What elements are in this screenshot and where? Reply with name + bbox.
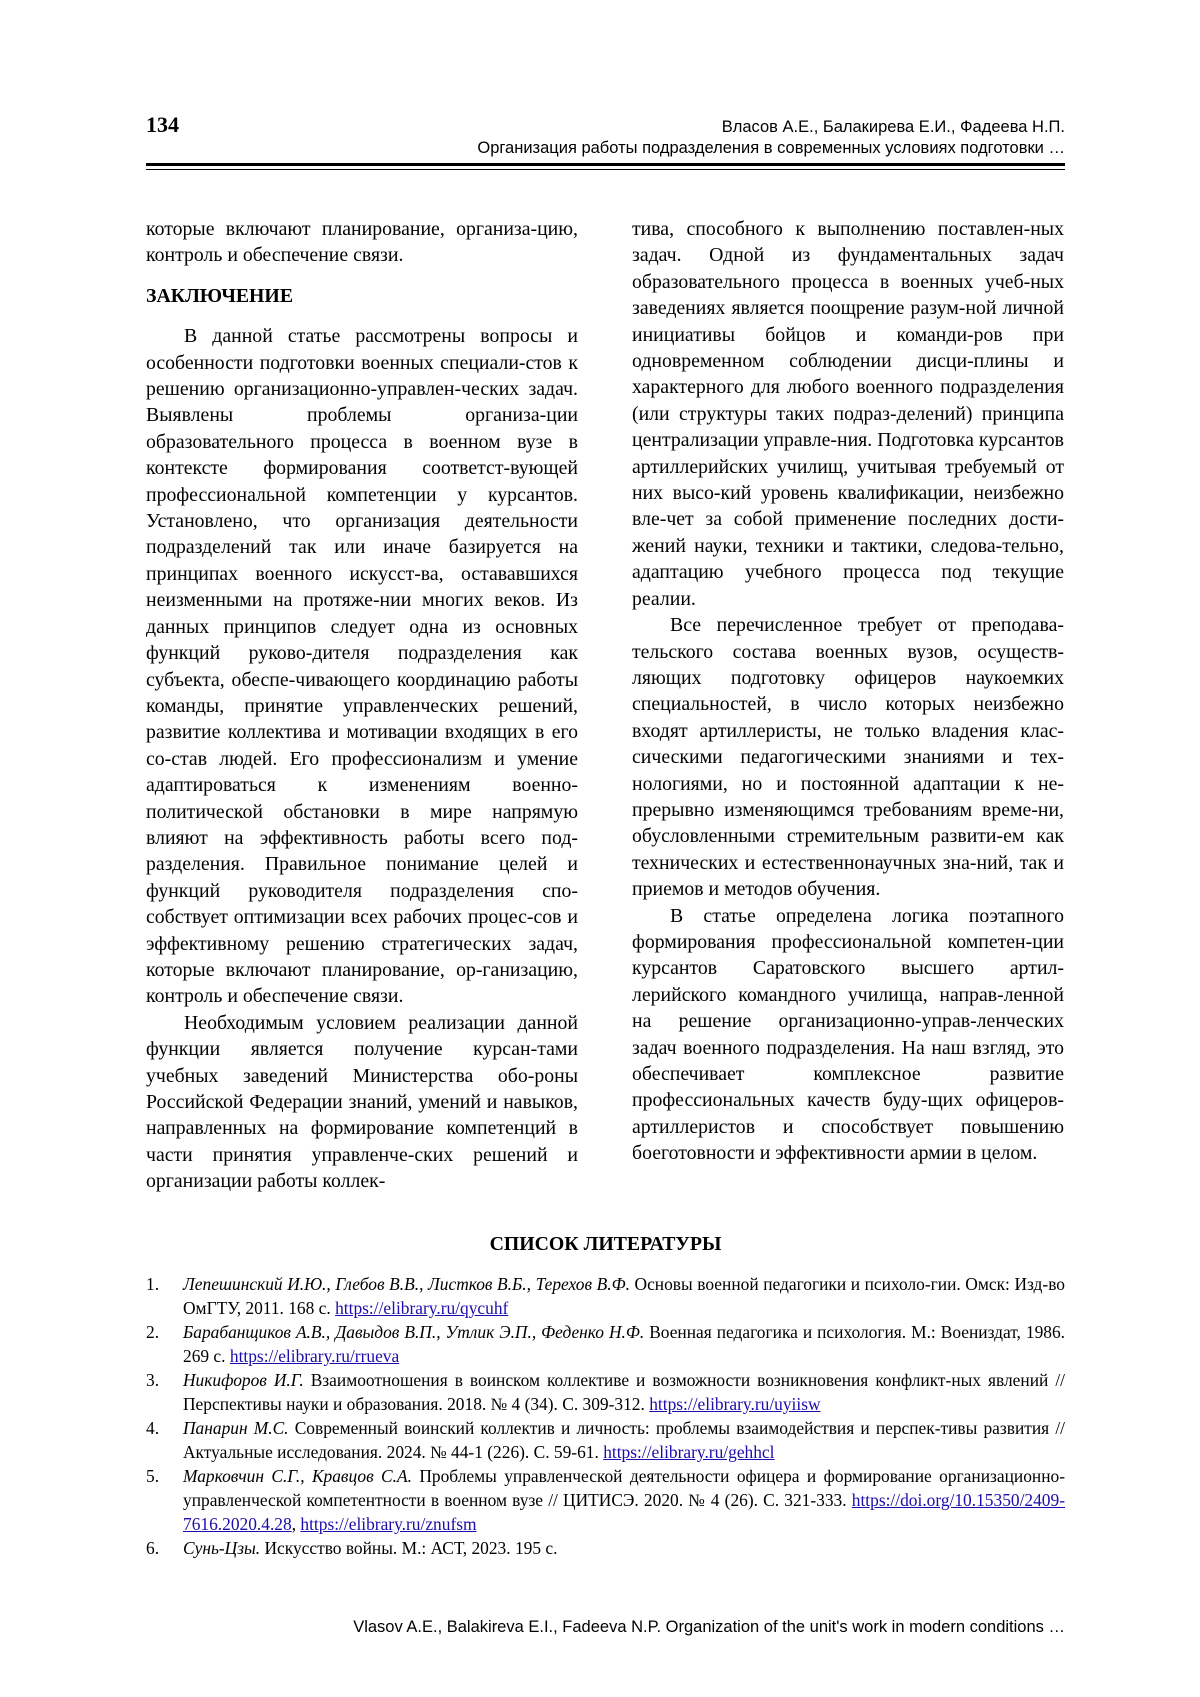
reference-text: Проблемы управленческой деятельности офицера и формирование организационно-управленческой компетентности в военном вузе // ЦИТИСЭ. 2020. № 4 (26). С. 321-333. bbox=[183, 1466, 1065, 1510]
continued-paragraph: которые включают планирование, организа-цию, контроль и обеспечение связи. bbox=[146, 218, 578, 267]
references-list bbox=[146, 1272, 1065, 1560]
header-title: Организация работы подразделения в современных условиях подготовки … bbox=[477, 139, 1065, 157]
conclusion-paragraph-4: Все перечисленное требует от преподава-тельского состава военных вузов, осуществ-ляющих подготовку офицеров наукоемких специальностей, в число которых неизбежно входят артиллеристы, не только владения клас-сическими педагогическими знаниями и тех-нологиями, но и постоянной адаптации к не-прерывно изменяющимся требованиям време-ни, обусловленными стремительным развити-ем как технических и естественнонаучных зна-ний, так и приемов и методов обучения. bbox=[632, 614, 1064, 901]
references-title: СПИСОК ЛИТЕРАТУРЫ bbox=[489, 1233, 722, 1255]
reference-text: Основы военной педагогики и психоло-гии. Омск: Изд-во ОмГТУ, 2011. 168 с. bbox=[183, 1274, 1065, 1318]
reference-link[interactable]: https://elibrary.ru/qycuhf bbox=[335, 1298, 509, 1318]
page-number: 134 bbox=[146, 112, 179, 137]
reference-link[interactable]: https://elibrary.ru/znufsm bbox=[300, 1514, 477, 1534]
header-authors: Власов А.Е., Балакирева Е.И., Фадеева Н.П. bbox=[721, 118, 1065, 136]
reference-text: Взаимоотношения в воинском коллективе и возможности возникновения конфликт-ных явлений // Перспективы науки и образования. 2018. № 4 (34). С. 309-312. bbox=[183, 1370, 1065, 1414]
reference-link[interactable]: https://elibrary.ru/rrueva bbox=[229, 1346, 400, 1366]
header-rule-thin bbox=[146, 169, 1065, 170]
reference-item bbox=[146, 1368, 1065, 1416]
conclusion-paragraph-1: В данной статье рассмотрены вопросы и особенности подготовки военных специали-стов к решению организационно-управлен-ческих задач. Выявлены проблемы организа-ции образовательного процесса в военном вузе в контексте формирования соответст-вующей профессиональной компетенции у курсантов. Установлено, что организация деятельности подразделений так или иначе базируется на принципах военного искусст-ва, остававшихся неизменными на протяже-нии многих веков. Из данных принципов следует одна из основных функций руково-дителя подразделения как субъекта, обеспе-чивающего координацию работы команды, принятие управленческих решений, развитие коллектива и мотивации входящих в его со-став людей. Его профессионализм и умение адаптироваться к изменениям военно-политической обстановки в мире напрямую влияют на эффективность работы всего под-разделения. Правильное понимание целей и функций руководителя подразделения спо-собствует оптимизации всех рабочих процес-сов и эффективному решению стратегических задач, которые включают планирование, ор-ганизацию, контроль и обеспечение связи. bbox=[146, 325, 578, 1008]
running-header bbox=[477, 117, 1065, 159]
reference-authors: Сунь-Цзы. bbox=[183, 1538, 261, 1558]
reference-item bbox=[146, 1536, 1065, 1560]
right-column bbox=[632, 216, 1064, 1167]
reference-item: 5. Марковчин С.Г., Кравцов С.А. Проблемы управленческой деятельности офицера и формирование организационно-управленческой компетентности в военном вузе // ЦИТИСЭ. 2020. № 4 (26). С. 321-333. https://doi.org/10.15350/2409-7616.2020.4.28, https://elibrary.ru/znufsm bbox=[146, 1466, 1065, 1534]
reference-text: Военная педагогика и психология. М.: Воениздат, 1986. 269 с. bbox=[183, 1322, 1065, 1366]
reference-link[interactable]: https://elibrary.ru/uyiisw bbox=[649, 1394, 821, 1414]
section-heading: ЗАКЛЮЧЕНИЕ bbox=[146, 284, 294, 307]
reference-number: 1. bbox=[146, 1274, 160, 1294]
reference-number: 4. bbox=[146, 1418, 160, 1438]
reference-number: 3. bbox=[146, 1370, 160, 1390]
reference-authors: Марковчин С.Г., Кравцов С.А. bbox=[183, 1466, 412, 1486]
conclusion-paragraph-2: Необходимым условием реализации данной функции является получение курсан-тами учебных заведений Министерства обо-роны Российской Федерации знаний, умений и навыков, направленных на формирование компетенций в части принятия управленче-ских решений и организации работы коллек- bbox=[146, 1011, 578, 1193]
reference-number: 2. bbox=[146, 1322, 160, 1342]
reference-text: Искусство войны. М.: АСТ, 2023. 195 с. bbox=[264, 1538, 558, 1558]
reference-item bbox=[146, 1416, 1065, 1464]
reference-authors: Никифоров И.Г. bbox=[183, 1370, 304, 1390]
reference-number: 5. bbox=[146, 1466, 160, 1486]
conclusion-paragraph-5: В статье определена логика поэтапного формирования профессиональной компетен-ции курсантов Саратовского высшего артил-лерийского командного училища, направ-ленной на решение организационно-управ-ленческих задач военного подразделения. На наш взгляд, это обеспечивает комплексное развитие профессиональных качеств буду-щих офицеров-артиллеристов и способствует повышению боеготовности и эффективности армии в целом. bbox=[632, 904, 1064, 1165]
reference-link[interactable]: https://elibrary.ru/gehhcl bbox=[603, 1442, 775, 1462]
reference-authors: Панарин М.С. bbox=[183, 1418, 289, 1438]
reference-authors: Барабанщиков А.В., Давыдов В.П., Утлик Э.П., Феденко Н.Ф. bbox=[183, 1322, 645, 1342]
header-rule-thick bbox=[146, 163, 1065, 166]
reference-number: 6. bbox=[146, 1538, 160, 1558]
reference-item bbox=[146, 1320, 1065, 1368]
conclusion-paragraph-3: тива, способного к выполнению поставлен-ных задач. Одной из фундаментальных задач образовательного процесса в военных учеб-ных заведениях является поощрение разум-ной личной инициативы бойцов и команди-ров при одновременном соблюдении дисци-плины и характерного для любого военного подразделения (или структуры таких подраз-делений) принципа централизации управле-ния. Подготовка курсантов артиллерийских училищ, учитывая требуемый от них высо-кий уровень квалификации, неизбежно вле-чет за собой применение последних дости-жений науки, техники и тактики, следова-тельно, адаптацию учебного процесса под текущие реалии. bbox=[632, 218, 1064, 610]
reference-doi-link[interactable]: https://doi.org/10.15350/2409-7616.2020.4.28 bbox=[183, 1490, 1065, 1534]
reference-item bbox=[146, 1272, 1065, 1320]
left-column bbox=[146, 216, 578, 1195]
page-footer: Vlasov A.E., Balakireva E.I., Fadeeva N.P. Organization of the unit's work in modern conditions … bbox=[353, 1618, 1065, 1636]
reference-authors: Лепешинский И.Ю., Глебов В.В., Листков В.Б., Терехов В.Ф. bbox=[183, 1274, 630, 1294]
reference-text: Современный воинский коллектив и личность: проблемы взаимодействия и перспек-тивы развития // Актуальные исследования. 2024. № 44-1 (226). С. 59-61. bbox=[183, 1418, 1065, 1462]
